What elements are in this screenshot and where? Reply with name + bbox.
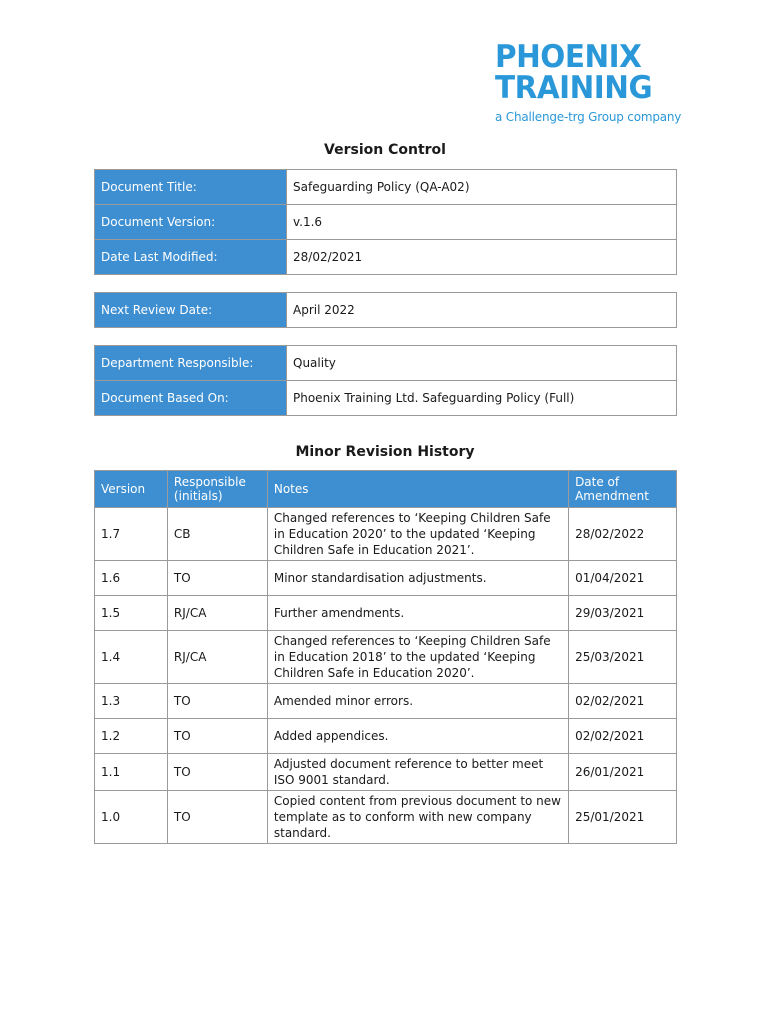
table-row bbox=[95, 631, 677, 684]
field-label: Document Version: bbox=[95, 205, 287, 240]
cell-responsible: RJ/CA bbox=[167, 596, 267, 631]
cell-date: 01/04/2021 bbox=[569, 561, 677, 596]
field-value: Phoenix Training Ltd. Safeguarding Policy (Full) bbox=[287, 381, 677, 416]
cell-date: 25/01/2021 bbox=[569, 791, 677, 844]
version-control-row bbox=[95, 346, 677, 381]
table-row bbox=[95, 561, 677, 596]
table-row bbox=[95, 596, 677, 631]
cell-version: 1.6 bbox=[95, 561, 168, 596]
company-logo bbox=[495, 39, 685, 124]
field-value: Safeguarding Policy (QA-A02) bbox=[287, 170, 677, 205]
cell-version: 1.2 bbox=[95, 719, 168, 754]
revision-history-table bbox=[94, 470, 677, 844]
field-value: Quality bbox=[287, 346, 677, 381]
cell-date: 02/02/2021 bbox=[569, 684, 677, 719]
cell-notes: Amended minor errors. bbox=[267, 684, 568, 719]
version-control-table-review bbox=[94, 292, 677, 328]
version-control-row bbox=[95, 205, 677, 240]
table-row bbox=[95, 791, 677, 844]
cell-date: 02/02/2021 bbox=[569, 719, 677, 754]
table-row bbox=[95, 508, 677, 561]
cell-notes: Changed references to ‘Keeping Children Safe in Education 2020’ to the updated ‘Keeping Children Safe in Education 2021’. bbox=[267, 508, 568, 561]
cell-version: 1.1 bbox=[95, 754, 168, 791]
cell-version: 1.3 bbox=[95, 684, 168, 719]
cell-notes: Copied content from previous document to new template as to conform with new company standard. bbox=[267, 791, 568, 844]
field-label: Document Based On: bbox=[95, 381, 287, 416]
field-label: Date Last Modified: bbox=[95, 240, 287, 275]
cell-version: 1.5 bbox=[95, 596, 168, 631]
cell-responsible: TO bbox=[167, 754, 267, 791]
cell-notes: Added appendices. bbox=[267, 719, 568, 754]
logo-tagline: a Challenge-trg Group company bbox=[495, 110, 682, 124]
table-row bbox=[95, 684, 677, 719]
revision-history-title: Minor Revision History bbox=[295, 444, 475, 460]
cell-date: 29/03/2021 bbox=[569, 596, 677, 631]
cell-version: 1.7 bbox=[95, 508, 168, 561]
field-label: Document Title: bbox=[95, 170, 287, 205]
version-control-row bbox=[95, 381, 677, 416]
version-control-row bbox=[95, 170, 677, 205]
field-value: 28/02/2021 bbox=[287, 240, 677, 275]
cell-date: 28/02/2022 bbox=[569, 508, 677, 561]
revision-history-header-row bbox=[95, 471, 677, 508]
cell-responsible: TO bbox=[167, 561, 267, 596]
table-row bbox=[95, 754, 677, 791]
version-control-row bbox=[95, 240, 677, 275]
header-notes: Notes bbox=[267, 471, 568, 508]
field-value: April 2022 bbox=[287, 293, 677, 328]
logo-line-phoenix: PHOENIX bbox=[495, 39, 642, 75]
cell-responsible: TO bbox=[167, 684, 267, 719]
version-control-row bbox=[95, 293, 677, 328]
cell-date: 25/03/2021 bbox=[569, 631, 677, 684]
header-date: Date of Amendment bbox=[569, 471, 677, 508]
table-row bbox=[95, 719, 677, 754]
version-control-table-department bbox=[94, 345, 677, 416]
cell-notes: Adjusted document reference to better meet ISO 9001 standard. bbox=[267, 754, 568, 791]
cell-version: 1.4 bbox=[95, 631, 168, 684]
field-label: Department Responsible: bbox=[95, 346, 287, 381]
cell-responsible: TO bbox=[167, 791, 267, 844]
header-version: Version bbox=[95, 471, 168, 508]
cell-notes: Changed references to ‘Keeping Children Safe in Education 2018’ to the updated ‘Keeping Children Safe in Education 2020’. bbox=[267, 631, 568, 684]
cell-date: 26/01/2021 bbox=[569, 754, 677, 791]
cell-version: 1.0 bbox=[95, 791, 168, 844]
header-responsible: Responsible (initials) bbox=[167, 471, 267, 508]
cell-responsible: TO bbox=[167, 719, 267, 754]
cell-responsible: RJ/CA bbox=[167, 631, 267, 684]
cell-notes: Further amendments. bbox=[267, 596, 568, 631]
cell-notes: Minor standardisation adjustments. bbox=[267, 561, 568, 596]
field-value: v.1.6 bbox=[287, 205, 677, 240]
field-label: Next Review Date: bbox=[95, 293, 287, 328]
logo-line-training: TRAINING bbox=[495, 70, 653, 106]
cell-responsible: CB bbox=[167, 508, 267, 561]
version-control-title: Version Control bbox=[324, 142, 446, 158]
version-control-table-main bbox=[94, 169, 677, 275]
